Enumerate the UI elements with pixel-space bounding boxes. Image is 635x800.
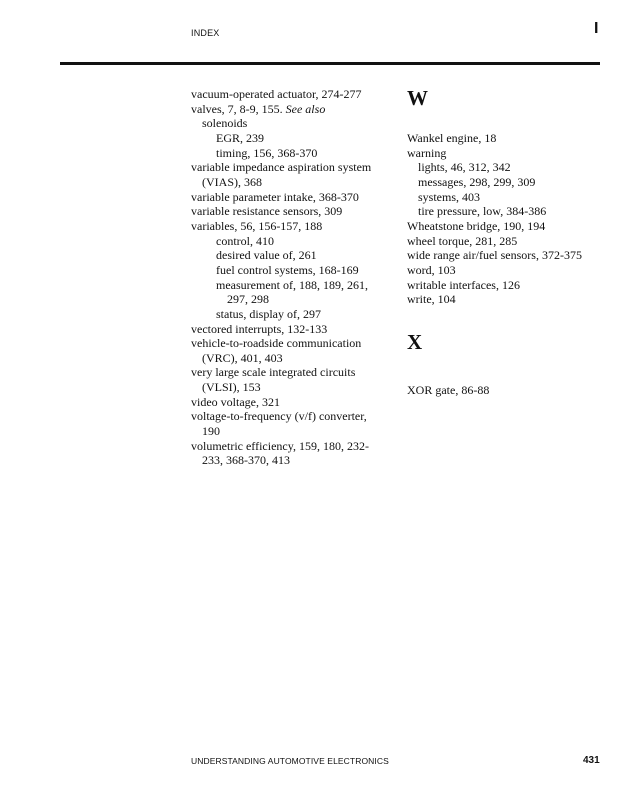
index-entry: XOR gate, 86-88 [407,382,490,397]
index-column-left [191,87,391,468]
index-subentry: systems, 403 [418,189,481,204]
index-entry-continuation: (VIAS), 368 [202,174,262,189]
header-letter: I [594,20,599,37]
footer-book-title: UNDERSTANDING AUTOMOTIVE ELECTRONICS [191,756,389,766]
page-number: 431 [583,755,600,766]
index-entry: variable parameter intake, 368-370 [191,189,359,204]
index-entry: writable interfaces, 126 [407,277,520,292]
header-rule [60,62,600,65]
index-subentry: measurement of, 188, 189, 261, [216,277,368,292]
index-subentry: messages, 298, 299, 309 [418,174,536,189]
index-entry-continuation: solenoids [202,116,248,131]
index-entry-continuation: (VLSI), 153 [202,380,261,395]
index-subentry: desired value of, 261 [216,248,317,263]
index-subentry: fuel control systems, 168-169 [216,262,359,277]
index-subentry-continuation: 297, 298 [227,292,269,307]
index-subentry: status, display of, 297 [216,306,321,321]
header-label: INDEX [191,28,220,38]
index-entry: Wheatstone bridge, 190, 194 [407,218,546,233]
section-heading-w: W [407,86,428,110]
index-entry: word, 103 [407,262,456,277]
index-entry: video voltage, 321 [191,394,280,409]
index-column-right [407,87,607,398]
section-heading-x: X [407,329,423,354]
index-subentry: lights, 46, 312, 342 [418,160,511,175]
index-entry-continuation: (VRC), 401, 403 [202,350,283,365]
see-also: See also [285,101,326,116]
index-entry: Wankel engine, 18 [407,131,497,145]
index-entry: warning [407,145,447,160]
index-entry: variable resistance sensors, 309 [191,204,343,219]
index-entry: write, 104 [407,292,456,307]
index-subentry: control, 410 [216,233,274,248]
index-entry: voltage-to-frequency (v/f) converter, [191,409,367,424]
index-entry: vehicle-to-roadside communication [191,336,362,351]
index-entry: wheel torque, 281, 285 [407,233,518,248]
index-subentry: timing, 156, 368-370 [216,145,318,160]
index-subentry: tire pressure, low, 384-386 [418,204,547,219]
index-entry-continuation: 233, 368-370, 413 [202,453,290,468]
index-entry: variable impedance aspiration system [191,160,372,175]
index-entry: wide range air/fuel sensors, 372-375 [407,248,582,263]
index-entry: vectored interrupts, 132-133 [191,321,328,336]
index-entry: vacuum-operated actuator, 274-277 [191,87,362,101]
index-entry: very large scale integrated circuits [191,365,356,380]
index-entry: valves, 7, 8-9, 155. See also [191,101,326,116]
index-subentry: EGR, 239 [216,130,264,145]
index-entry: volumetric efficiency, 159, 180, 232- [191,438,369,453]
index-entry: variables, 56, 156-157, 188 [191,218,323,233]
index-entry-continuation: 190 [202,424,220,439]
